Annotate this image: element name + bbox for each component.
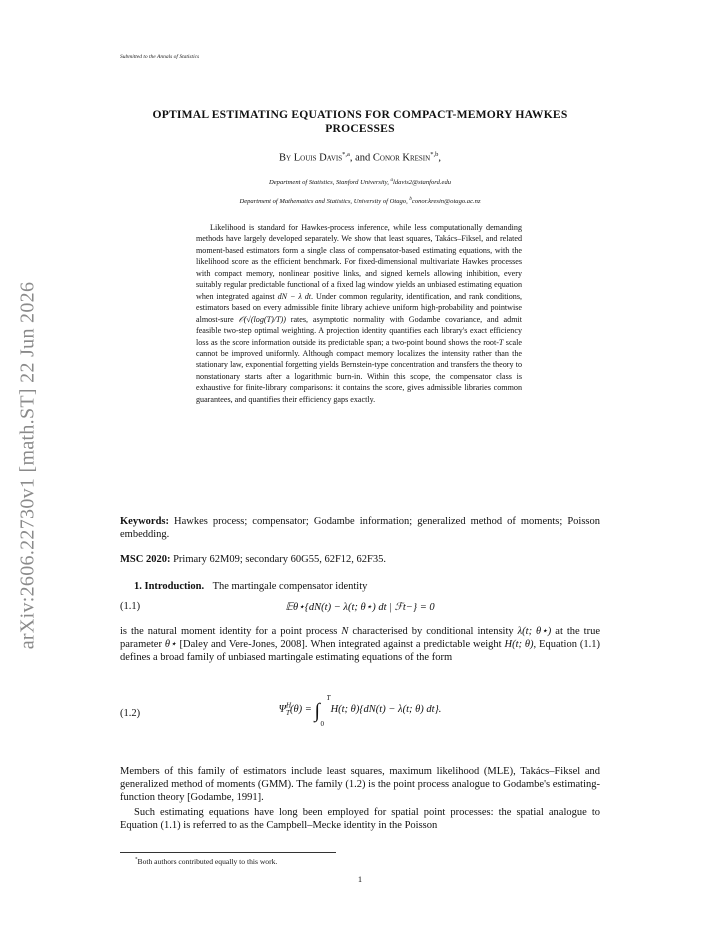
msc-text: Primary 62M09; secondary 60G55, 62F12, 62F35.: [170, 554, 387, 565]
author-1-name: Louis Davis: [293, 152, 343, 164]
page-number: 1: [357, 874, 363, 884]
msc-classification: [120, 553, 600, 566]
affiliation-1: Department of Statistics, Stanford University, $^a$ldavis2@stanford.edu: [268, 178, 452, 187]
keywords: [120, 515, 600, 541]
equation-1-2: [120, 694, 600, 730]
abstract: Likelihood is standard for Hawkes-process inference, while less computationally demanding methods have largely developed separately. We show that least squares, Takács–Fiksel, and related moment-based estimators form a single class of compensator-based estimating equations, with the likelihood score as the efficient benchmark. For fixed-dimensional multivariate Hawkes processes with compact memory, nonlinear positive links, and signed kernels allowing inhibition, every suitably regular predictable functional of a fixed lag window yields an unbiased estimating equation when integrated against dN − λ dt. Under common regularity, identification, and rank conditions, estimators based on every admissible finite library achieve uniform high-probability and pointwise almost-sure 𝒪(√(log(T)/T)) rates, asymptotic normality with Godambe covariance, and admit feasible two-step optimal weighting. A projection identity quantifies each library's exact efficiency loss as the score information outside its predictable span; a two-point bound shows the root-T scale cannot be improved uniformly. Although compact memory localizes the intensity rather than the stationary law, exponential forgetting yields Bernstein-type concentration and transfers the theory to nonstationary starts after a logarithmic burn-in. Within this scope, the compensator class is exhaustive for finite-library comparisons: it contains the score, gives admissible libraries common guarantees, and quantifies their efficiency gaps exactly.: [196, 223, 523, 404]
keywords-label: Keywords:: [120, 516, 169, 527]
introduction-heading: [120, 580, 600, 593]
author-2-name: Conor Kresin: [372, 152, 431, 164]
msc-label: MSC 2020:: [120, 554, 171, 565]
paragraph-2: Members of this family of estimators include least squares, maximum likelihood (MLE), Takács–Fiksel and generalized method of moments (GMM). The family (1.2) is the point process analogue to Godambe's estimating-function theory [Godambe, 1991].: [120, 766, 600, 804]
section-heading: 1. Introduction.: [134, 581, 205, 592]
author-trailing: ,: [438, 152, 441, 164]
equation-number: (1.2): [120, 708, 141, 719]
and-label: , and: [349, 152, 371, 164]
paper-title: [120, 108, 600, 136]
author-2-marks: *,b: [430, 151, 439, 158]
equation-1-1: [120, 601, 600, 615]
email-1[interactable]: ldavis2@stanford.edu: [393, 179, 452, 187]
paragraph-3: Such estimating equations have long been employed for spatial point processes: the spatial analogue to Equation (1.1) is referred to as the Campbell–Mecke identity in the Poisson: [120, 807, 600, 832]
footnote: [135, 857, 277, 866]
equation-body: 𝔼θ⋆{dN(t) − λ(t; θ⋆) dt | ℱt−} = 0: [285, 602, 435, 613]
integral-sign: ∫ T 0: [314, 694, 331, 728]
paragraph-1: is the natural moment identity for a point process N characterised by conditional intensity λ(t; θ⋆) at the true parameter θ⋆ [Daley and Vere-Jones, 2008]. When integrated against a predictable weight H(t; θ), Equation (1.1) defines a broad family of unbiased martingale estimating equations of the form: [120, 626, 600, 664]
intro-lead: The martingale compensator identity: [212, 581, 368, 592]
title-line-1: OPTIMAL ESTIMATING EQUATIONS FOR COMPACT-MEMORY HAWKES: [152, 108, 568, 121]
equation-body: $\Psi^H_T(\theta)$ = ∫ T 0 H(t; θ){dN(t) − λ(t; θ) dt}.: [278, 694, 442, 728]
arxiv-stamp: [8, 255, 48, 675]
footnote-text: Both authors contributed equally to this work.: [137, 857, 278, 866]
footnote-mark: *: [135, 857, 138, 863]
equation-number: (1.1): [120, 601, 141, 612]
by-label: By: [279, 152, 292, 164]
keywords-text: Hawkes process; compensator; Godambe information; generalized method of moments; Poisson embedding.: [120, 516, 600, 541]
author-1-marks: *,a: [342, 151, 350, 158]
author-list: [120, 151, 600, 164]
title-line-2: PROCESSES: [325, 122, 395, 135]
footnote-rule: [120, 852, 336, 853]
affiliation-2: Department of Mathematics and Statistics, University of Otago, $^b$conor.kresin@otago.ac.nz: [239, 197, 481, 206]
arxiv-identifier: arXiv:2606.22730v1 [math.ST] 22 Jun 2026: [16, 281, 39, 649]
email-2[interactable]: conor.kresin@otago.ac.nz: [411, 198, 481, 206]
running-head: Submitted to the Annals of Statistics: [120, 54, 200, 60]
